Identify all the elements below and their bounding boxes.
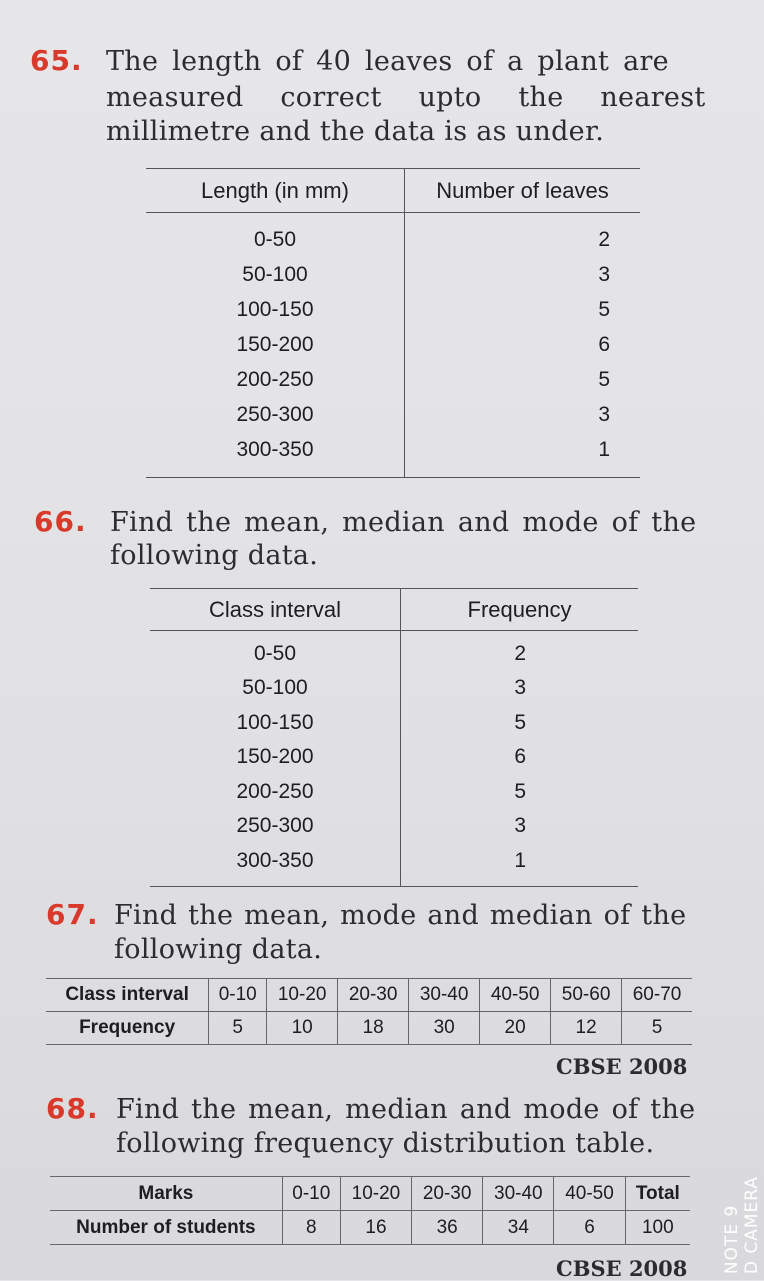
table-header: Length (in mm) bbox=[146, 169, 405, 213]
table-header: Frequency bbox=[467, 596, 572, 622]
table-row bbox=[150, 671, 638, 706]
table-cell: 60-70 bbox=[622, 979, 692, 1012]
table-cell: 6 bbox=[514, 745, 526, 769]
table-cell: 10 bbox=[267, 1012, 338, 1045]
table-cell: 0-50 bbox=[146, 223, 405, 258]
table-cell: 5 bbox=[598, 298, 610, 321]
table-cell: 6 bbox=[554, 1211, 625, 1245]
watermark-line-2: D CAMERA bbox=[742, 1175, 762, 1274]
table-cell: 30-40 bbox=[483, 1177, 554, 1211]
question-65-line-3: millimetre and the data is as under. bbox=[106, 116, 605, 147]
question-66-line-2: following data. bbox=[110, 540, 319, 571]
table-row bbox=[146, 433, 640, 468]
table-header: Number of students bbox=[50, 1211, 282, 1245]
table-row bbox=[46, 1012, 692, 1045]
table-cell: 40-50 bbox=[480, 979, 551, 1012]
marks-students-table bbox=[50, 1176, 690, 1245]
table-row bbox=[150, 809, 638, 844]
table-cell: 50-100 bbox=[150, 671, 401, 706]
question-67-line-2: following data. bbox=[114, 934, 323, 965]
question-68-line-1: Find the mean, median and mode of the bbox=[116, 1094, 696, 1125]
table-cell: 200-250 bbox=[146, 363, 405, 398]
table-cell: 250-300 bbox=[150, 809, 401, 844]
table-row bbox=[146, 258, 640, 293]
table-header: Class interval bbox=[150, 589, 401, 631]
table-cell: 50-60 bbox=[551, 979, 622, 1012]
table-row bbox=[146, 293, 640, 328]
table-header: Class interval bbox=[46, 979, 209, 1012]
table-row bbox=[146, 223, 640, 258]
question-66-line-1: Find the mean, median and mode of the bbox=[110, 507, 697, 538]
table-cell: 5 bbox=[209, 1012, 267, 1045]
question-65-number: 65. bbox=[30, 44, 83, 77]
table-cell: 50-100 bbox=[146, 258, 405, 293]
table-header: Marks bbox=[50, 1177, 282, 1211]
table-cell: 8 bbox=[282, 1211, 340, 1245]
table-cell: Total bbox=[625, 1177, 690, 1211]
table-row bbox=[150, 844, 638, 879]
table-cell: 20-30 bbox=[338, 979, 409, 1012]
table-cell: 3 bbox=[514, 676, 526, 700]
table-cell: 100 bbox=[625, 1211, 690, 1245]
table-row bbox=[150, 775, 638, 810]
table-cell: 20 bbox=[480, 1012, 551, 1045]
source-label: CBSE 2008 bbox=[556, 1054, 688, 1079]
leaf-length-table bbox=[146, 168, 640, 478]
table-row bbox=[50, 1177, 690, 1211]
table-cell: 300-350 bbox=[146, 433, 405, 468]
table-cell: 1 bbox=[514, 848, 526, 872]
table-cell: 6 bbox=[598, 333, 610, 356]
table-cell: 5 bbox=[514, 779, 526, 803]
table-cell: 5 bbox=[514, 710, 526, 734]
question-67-number: 67. bbox=[46, 898, 99, 931]
table-cell: 10-20 bbox=[340, 1177, 411, 1211]
camera-watermark bbox=[722, 1176, 762, 1274]
table-cell: 30-40 bbox=[409, 979, 480, 1012]
table-cell: 1 bbox=[598, 438, 610, 461]
table-cell: 5 bbox=[598, 368, 610, 391]
table-row bbox=[150, 637, 638, 672]
watermark-line-1: NOTE 9 bbox=[722, 1204, 742, 1274]
table-row bbox=[146, 328, 640, 363]
table-cell: 30 bbox=[409, 1012, 480, 1045]
table-cell: 18 bbox=[338, 1012, 409, 1045]
table-cell: 0-10 bbox=[282, 1177, 340, 1211]
table-row bbox=[150, 740, 638, 775]
table-cell: 16 bbox=[340, 1211, 411, 1245]
table-cell: 3 bbox=[598, 263, 610, 286]
table-header: Frequency bbox=[46, 1012, 209, 1045]
table-cell: 3 bbox=[514, 814, 526, 838]
table-cell: 150-200 bbox=[150, 740, 401, 775]
table-cell: 150-200 bbox=[146, 328, 405, 363]
question-66-number: 66. bbox=[34, 505, 87, 538]
table-row bbox=[50, 1211, 690, 1245]
table-cell: 2 bbox=[598, 228, 610, 251]
table-row bbox=[146, 363, 640, 398]
question-68-number: 68. bbox=[46, 1092, 99, 1125]
table-cell: 40-50 bbox=[554, 1177, 625, 1211]
table-cell: 5 bbox=[622, 1012, 692, 1045]
source-label: CBSE 2008 bbox=[556, 1256, 688, 1281]
table-cell: 0-50 bbox=[150, 637, 401, 672]
question-65-line-2: measured correct upto the nearest bbox=[106, 82, 706, 113]
table-cell: 300-350 bbox=[150, 844, 401, 879]
table-cell: 100-150 bbox=[150, 706, 401, 741]
table-cell: 20-30 bbox=[412, 1177, 483, 1211]
class-interval-frequency-table bbox=[46, 978, 692, 1045]
table-row bbox=[146, 398, 640, 433]
table-cell: 200-250 bbox=[150, 775, 401, 810]
class-frequency-table bbox=[150, 588, 638, 887]
question-67-line-1: Find the mean, mode and median of the bbox=[114, 900, 687, 931]
table-cell: 100-150 bbox=[146, 293, 405, 328]
table-header: Number of leaves bbox=[436, 177, 609, 203]
table-cell: 12 bbox=[551, 1012, 622, 1045]
table-cell: 2 bbox=[514, 641, 526, 665]
table-cell: 3 bbox=[598, 403, 610, 426]
table-cell: 34 bbox=[483, 1211, 554, 1245]
table-cell: 10-20 bbox=[267, 979, 338, 1012]
table-cell: 36 bbox=[412, 1211, 483, 1245]
table-row bbox=[150, 706, 638, 741]
table-cell: 0-10 bbox=[209, 979, 267, 1012]
table-row bbox=[46, 979, 692, 1012]
question-65-line-1: The length of 40 leaves of a plant are bbox=[106, 46, 669, 77]
table-cell: 250-300 bbox=[146, 398, 405, 433]
question-68-line-2: following frequency distribution table. bbox=[116, 1128, 655, 1159]
